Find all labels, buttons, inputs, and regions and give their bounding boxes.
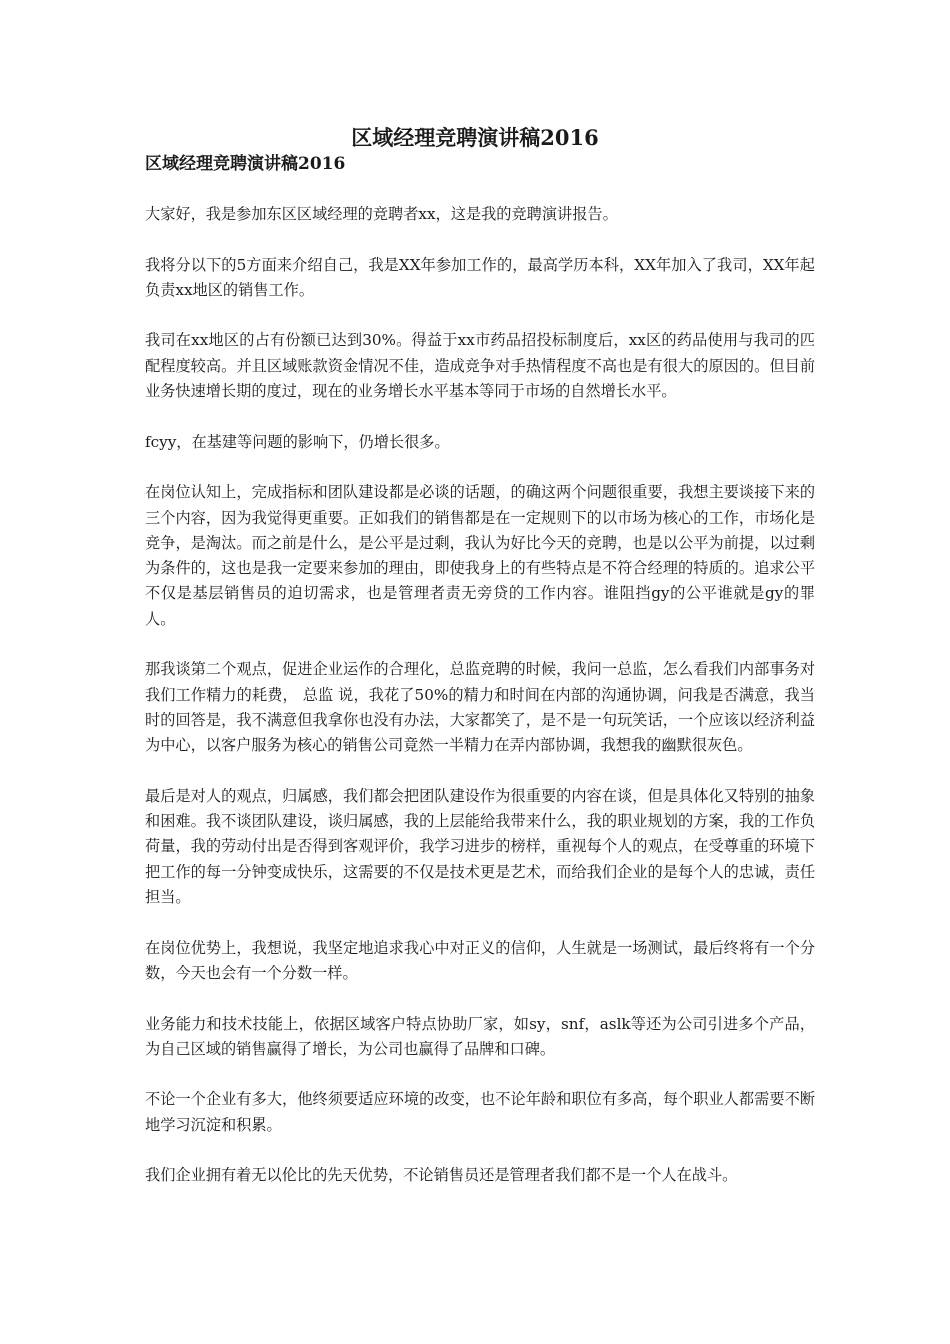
document-subtitle: 区域经理竞聘演讲稿2016	[145, 154, 346, 174]
paragraph-business-ability: 业务能力和技术技能上，依据区域客户特点协助厂家，如sy，snf，aslk等还为公司引进多个产品，为自己区域的销售赢得了增长，为公司也赢得了品牌和口碑。	[145, 1014, 815, 1058]
paragraph-greeting: 大家好，我是参加东区区域经理的竞聘者xx，这是我的竞聘演讲报告。	[145, 205, 618, 223]
document-title: 区域经理竞聘演讲稿2016	[351, 125, 599, 150]
paragraph-fcyy: fcyy，在基建等问题的影响下，仍增长很多。	[145, 432, 450, 451]
document-body	[145, 152, 815, 1214]
paragraph-belonging: 最后是对人的观点，归属感，我们都会把团队建设作为很重要的内容在谈，但是具体化又特别的抽象和困难。我不谈团队建设，谈归属感，我的上层能给我带来什么，我的职业规划的方案，我的工作负荷量，我的劳动付出是否得到客观评价，我学习进步的榜样，重视每个人的观点，在受尊重的环境下把工作的每一分钟变成快乐，这需要的不仅是技术更是艺术，而给我们企业的是每个人的忠诚，责任担当。	[145, 786, 815, 907]
paragraph-continuous-learning: 不论一个企业有多大，他终须要适应环境的改变，也不论年龄和职位有多高，每个职业人都需要不断地学习沉淀和积累。	[145, 1090, 815, 1134]
paragraph-position-advantage: 在岗位优势上，我想说，我坚定地追求我心中对正义的信仰，人生就是一场测试，最后终将有一个分数，今天也会有一个分数一样。	[145, 938, 815, 982]
paragraph-position-awareness: 在岗位认知上，完成指标和团队建设都是必谈的话题，的确这两个问题很重要，我想主要谈接下来的三个内容，因为我觉得更重要。正如我们的销售都是在一定规则下的以市场为核心的工作，市场化是竞争，是淘汰。而之前是什么，是公平是过剩，我认为好比今天的竞聘，也是以公平为前提，以过剩为条件的，这也是我一定要来参加的理由，即使我身上的有些特点是不符合经理的特质的。追求公平不仅是基层销售员的迫切需求，也是管理者责无旁贷的工作内容。谁阻挡gy的公平谁就是gy的罪人。	[145, 483, 815, 628]
paragraph-second-viewpoint: 那我谈第二个观点，促进企业运作的合理化，总监竞聘的时候，我问一总监，怎么看我们内部事务对我们工作精力的耗费， 总监 说，我花了50%的精力和时间在内部的沟通协调，问我是否满意，我当时的回答是，我不满意但我拿你也没有办法，大家都笑了，是不是一句玩笑话，一个应该以经济利益为中心，以客户服务为核心的销售公司竟然一半精力在弄内部协调，我想我的幽默很灰色。	[145, 660, 815, 755]
paragraph-self-introduction: 我将分以下的5方面来介绍自己，我是XX年参加工作的，最高学历本科，XX年加入了我司，XX年起负责xx地区的销售工作。	[145, 255, 815, 299]
paragraph-advantage-conclusion: 我们企业拥有着无以伦比的先天优势，不论销售员还是管理者我们都不是一个人在战斗。	[145, 1166, 738, 1185]
paragraph-market-share: 我司在xx地区的占有份额已达到30%。得益于xx市药品招投标制度后，xx区的药品使用与我司的匹配程度较高。并且区域账款资金情况不佳，造成竞争对手热情程度不高也是有很大的原因的。但目前业务快速增长期的度过，现在的业务增长水平基本等同于市场的自然增长水平。	[145, 331, 815, 401]
